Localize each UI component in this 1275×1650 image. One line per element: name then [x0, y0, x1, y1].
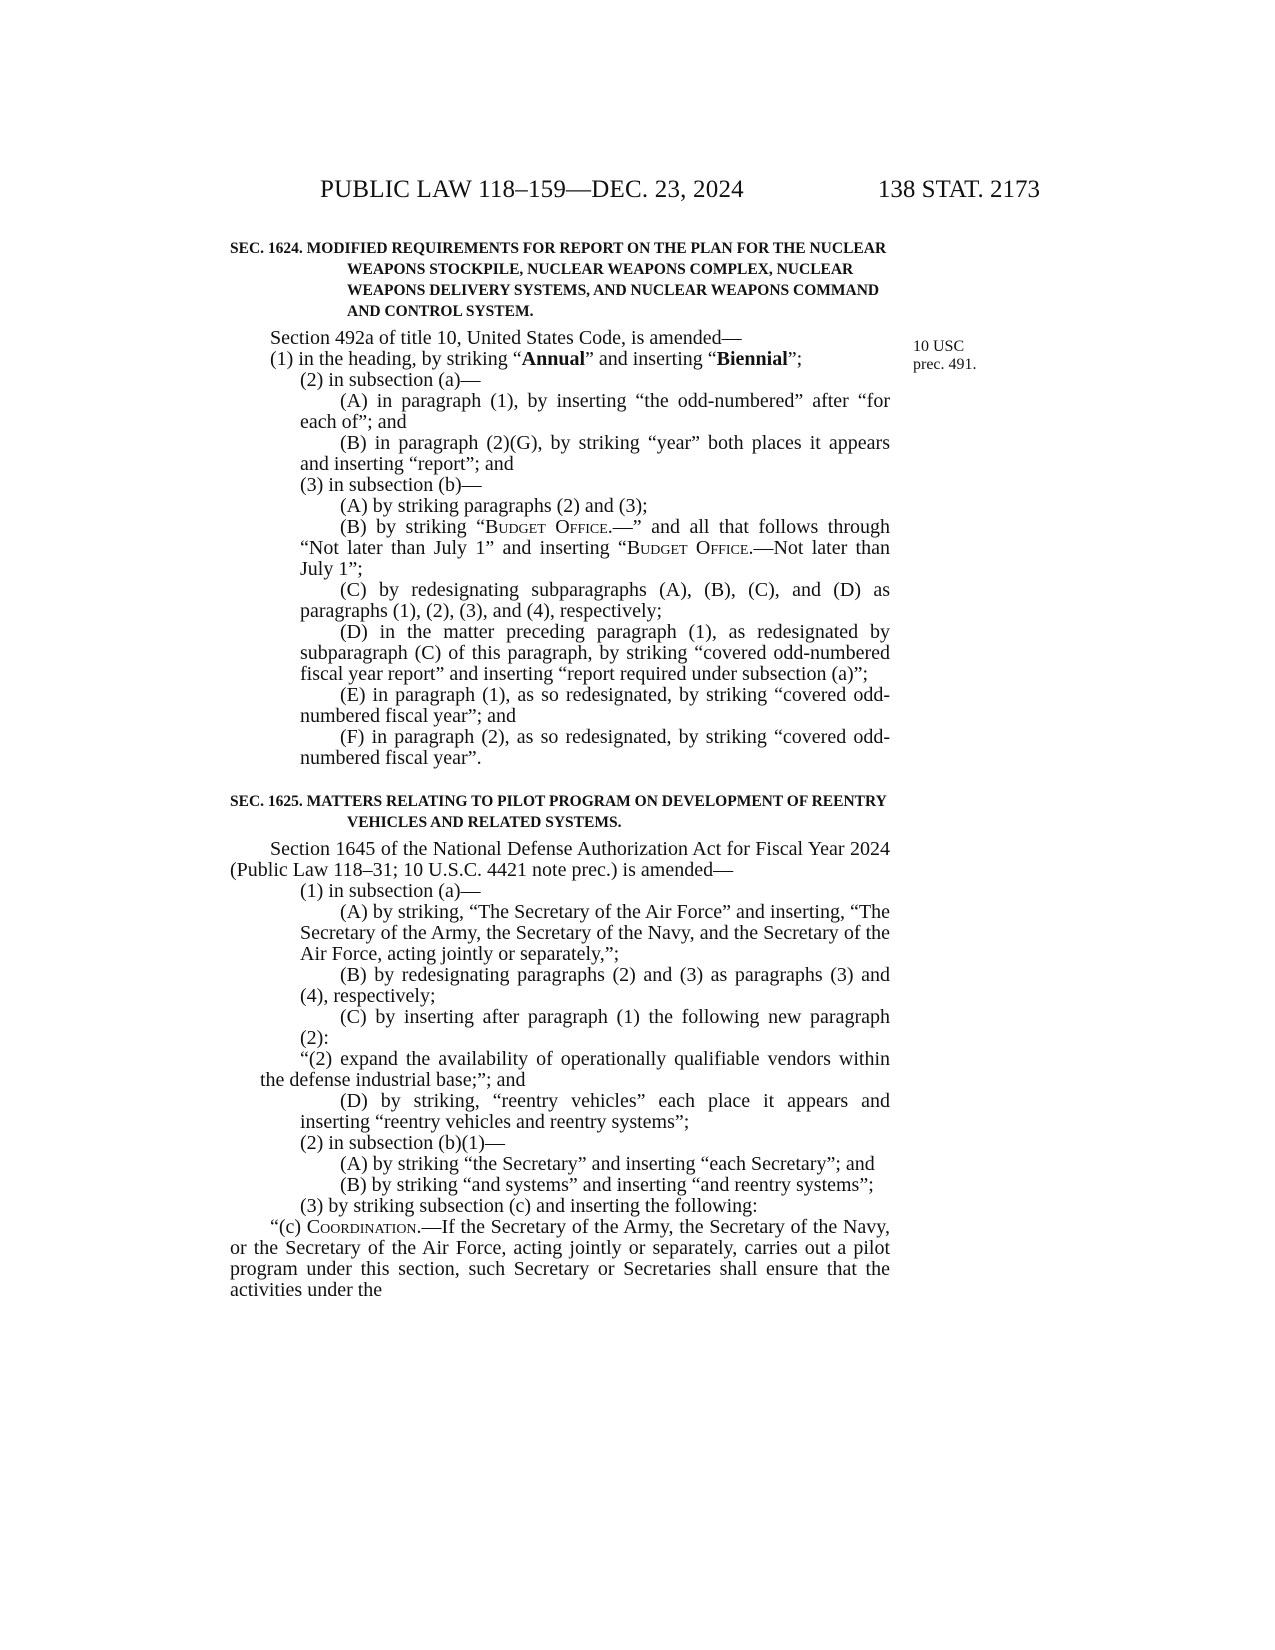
- section-1625-heading: SEC. 1625. MATTERS RELATING TO PILOT PROGRAM ON DEVELOPMENT OF REENTRY VEHICLES AND RELATED SYSTEMS.: [230, 793, 887, 831]
- paragraph-2: (2) in subsection (b)(1)—: [300, 1132, 505, 1154]
- inserted-subsection-c: “(c) Coordination.—If the Secretary of the Army, the Secretary of the Navy, or the Secretary of the Air Force, acting jointly or separately, carries out a pilot program under this section, such Secretary or Secretaries shall ensure that the activities under the: [230, 1216, 891, 1301]
- margin-note-usc: [913, 338, 977, 374]
- subparagraph-1D: (D) by striking, “reentry vehicles” each place it appears and inserting “reentry vehicles and reentry systems”;: [300, 1090, 890, 1133]
- inserted-paragraph-2: “(2) expand the availability of operationally qualifiable vendors within the defense industrial base;”; and: [260, 1048, 890, 1091]
- subparagraph-3A: (A) by striking paragraphs (2) and (3);: [340, 495, 648, 517]
- subparagraph-2A: (A) in paragraph (1), by inserting “the odd-numbered” after “for each of”; and: [300, 390, 890, 433]
- subparagraph-3E: (E) in paragraph (1), as so redesignated, by striking “covered odd-numbered fiscal year”; and: [300, 684, 890, 727]
- subparagraph-1A: (A) by striking, “The Secretary of the Air Force” and inserting, “The Secretary of the Army, the Secretary of the Navy, and the Secretary of the Air Force, acting jointly or separately,”;: [300, 901, 890, 965]
- document-body: [230, 238, 890, 1301]
- running-head: PUBLIC LAW 118–159—DEC. 23, 2024: [320, 176, 744, 203]
- paragraph-1: (1) in the heading, by striking “Annual” and inserting “Biennial”;: [270, 348, 803, 370]
- margin-note-line: prec. 491.: [913, 356, 977, 373]
- paragraph-2: (2) in subsection (a)—: [300, 369, 481, 391]
- subparagraph-1C: (C) by inserting after paragraph (1) the following new paragraph (2):: [300, 1006, 890, 1049]
- section-1624-heading: SEC. 1624. MODIFIED REQUIREMENTS FOR REPORT ON THE PLAN FOR THE NUCLEAR WEAPONS STOCKPILE, NUCLEAR WEAPONS COMPLEX, NUCLEAR WEAPONS DELIVERY SYSTEMS, AND NUCLEAR WEAPONS COMMAND AND CONTROL SYSTEM.: [230, 240, 887, 320]
- page-header: [300, 176, 1040, 210]
- subparagraph-2B: (B) in paragraph (2)(G), by striking “year” both places it appears and inserting “report”; and: [300, 432, 890, 475]
- section-1625-intro: Section 1645 of the National Defense Authorization Act for Fiscal Year 2024 (Public Law 118–31; 10 U.S.C. 4421 note prec.) is amended—: [230, 838, 890, 881]
- subparagraph-2A: (A) by striking “the Secretary” and inserting “each Secretary”; and: [340, 1153, 875, 1175]
- margin-note-line: 10 USC: [913, 338, 965, 355]
- paragraph-1: (1) in subsection (a)—: [300, 880, 481, 902]
- subparagraph-3C: (C) by redesignating subparagraphs (A), (B), (C), and (D) as paragraphs (1), (2), (3), and (4), respectively;: [300, 579, 890, 622]
- section-1624-intro: Section 492a of title 10, United States Code, is amended—: [270, 327, 742, 349]
- subparagraph-1B: (B) by redesignating paragraphs (2) and (3) as paragraphs (3) and (4), respectively;: [300, 964, 890, 1007]
- subparagraph-2B: (B) by striking “and systems” and inserting “and reentry systems”;: [340, 1174, 874, 1196]
- subparagraph-3F: (F) in paragraph (2), as so redesignated, by striking “covered odd-numbered fiscal year”.: [300, 726, 890, 769]
- subparagraph-3B: (B) by striking “Budget Office.—” and all that follows through “Not later than July 1” and inserting “Budget Office.—Not later than July 1”;: [300, 516, 890, 580]
- paragraph-3: (3) in subsection (b)—: [300, 474, 482, 496]
- bold-term-annual: Annual: [521, 348, 585, 370]
- bold-term-biennial: Biennial: [716, 348, 788, 370]
- stat-page-number: 138 STAT. 2173: [877, 176, 1040, 203]
- paragraph-3: (3) by striking subsection (c) and inserting the following:: [300, 1195, 758, 1217]
- subparagraph-3D: (D) in the matter preceding paragraph (1), as redesignated by subparagraph (C) of this paragraph, by striking “covered odd-numbered fiscal year report” and inserting “report required under subsection (a)”;: [300, 621, 890, 685]
